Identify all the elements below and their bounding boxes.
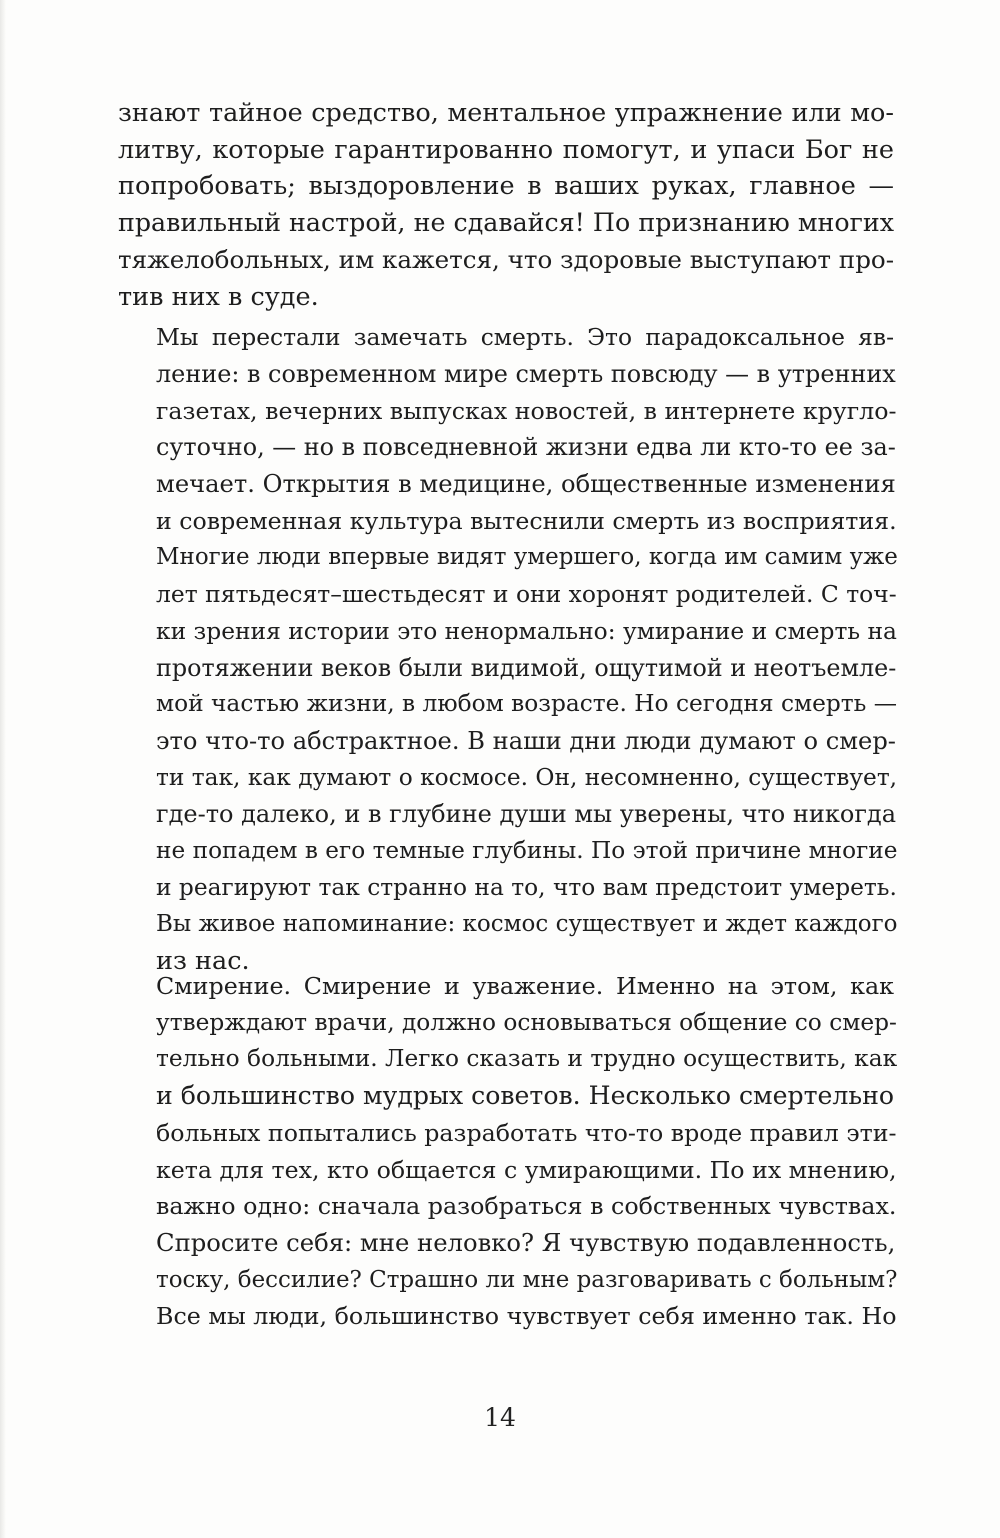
text-line: попробовать; выздоровление в ваших руках, главное —	[118, 171, 894, 202]
text-line: правильный настрой, не сдавайся! По признанию многих	[118, 208, 894, 238]
text-line: газетах, вечерних выпусках новостей, в интернете кругло-	[156, 396, 897, 425]
text-line: и современная культура вытеснили смерть из восприятия.	[156, 506, 897, 535]
text-line: лет пятьдесят–шестьдесят и они хоронят родителей. С точ-	[156, 580, 897, 609]
text-line: ление: в современном мире смерть повсюду — в утренних	[156, 359, 896, 388]
text-line: это что-то абстрактное. В наши дни люди думают о смер-	[156, 726, 896, 755]
text-line: протяжении веков были видимой, ощутимой и неотъемле-	[156, 653, 897, 682]
text-line: Мы перестали замечать смерть. Это парадоксальное яв-	[156, 323, 894, 352]
text-line: Спросите себя: мне неловко? Я чувствую подавленность,	[156, 1227, 896, 1257]
text-line: важно одно: сначала разобраться в собственных чувствах.	[156, 1192, 897, 1221]
text-line: больных попытались разработать что-то вроде правил эти-	[156, 1118, 897, 1147]
text-line: суточно, — но в повседневной жизни едва ли кто-то ее за-	[156, 433, 896, 462]
paragraph-2	[118, 319, 898, 980]
text-line: где-то далеко, и в глубине души мы уверены, что никогда	[156, 800, 897, 829]
text-line: тив них в суде.	[118, 281, 319, 312]
text-line: Все мы люди, большинство чувствует себя именно так. Но	[156, 1302, 897, 1331]
text-line: Многие люди впервые видят умершего, когда им самим уже	[156, 544, 898, 571]
paragraph-1	[118, 95, 894, 315]
text-line: и реагируют так странно на то, что вам предстоит умереть.	[156, 873, 897, 901]
text-line: литву, которые гарантированно помогут, и упаси Бог не	[118, 134, 894, 165]
page-number: 14	[484, 1403, 516, 1432]
text-line: из нас.	[156, 946, 250, 977]
text-line: тяжелобольных, им кажется, что здоровые выступают про-	[118, 244, 895, 274]
text-line: мой частью жизни, в любом возрасте. Но сегодня смерть —	[156, 690, 898, 718]
page-edge-shadow	[0, 0, 6, 1538]
text-block-top	[118, 95, 898, 980]
text-line: ти так, как думают о космосе. Он, несомненно, существует,	[156, 763, 898, 791]
text-line: знают тайное средство, ментальное упражнение или мо-	[118, 98, 894, 128]
text-line: утверждают врачи, должно основываться общение со смер-	[156, 1008, 897, 1036]
text-block-bottom	[118, 968, 898, 1335]
text-line: не попадем в его темные глубины. По этой причине многие	[156, 837, 898, 865]
text-line: тельно больными. Легко сказать и трудно осуществить, как	[156, 1045, 898, 1073]
paragraph-3	[118, 968, 898, 1335]
text-line: Вы живое напоминание: космос существует и ждет каждого	[156, 911, 898, 938]
text-line: тоску, бессилие? Страшно ли мне разговаривать с больным?	[156, 1266, 898, 1293]
text-line: Смирение. Смирение и уважение. Именно на этом, как	[156, 972, 894, 1000]
text-line: кета для тех, кто общается с умирающими. По их мнению,	[156, 1155, 897, 1184]
text-line: ки зрения истории это ненормально: умирание и смерть на	[156, 616, 897, 645]
text-line: и большинство мудрых советов. Несколько смертельно	[156, 1081, 894, 1111]
text-line: мечает. Открытия в медицине, общественные изменения	[156, 470, 896, 499]
